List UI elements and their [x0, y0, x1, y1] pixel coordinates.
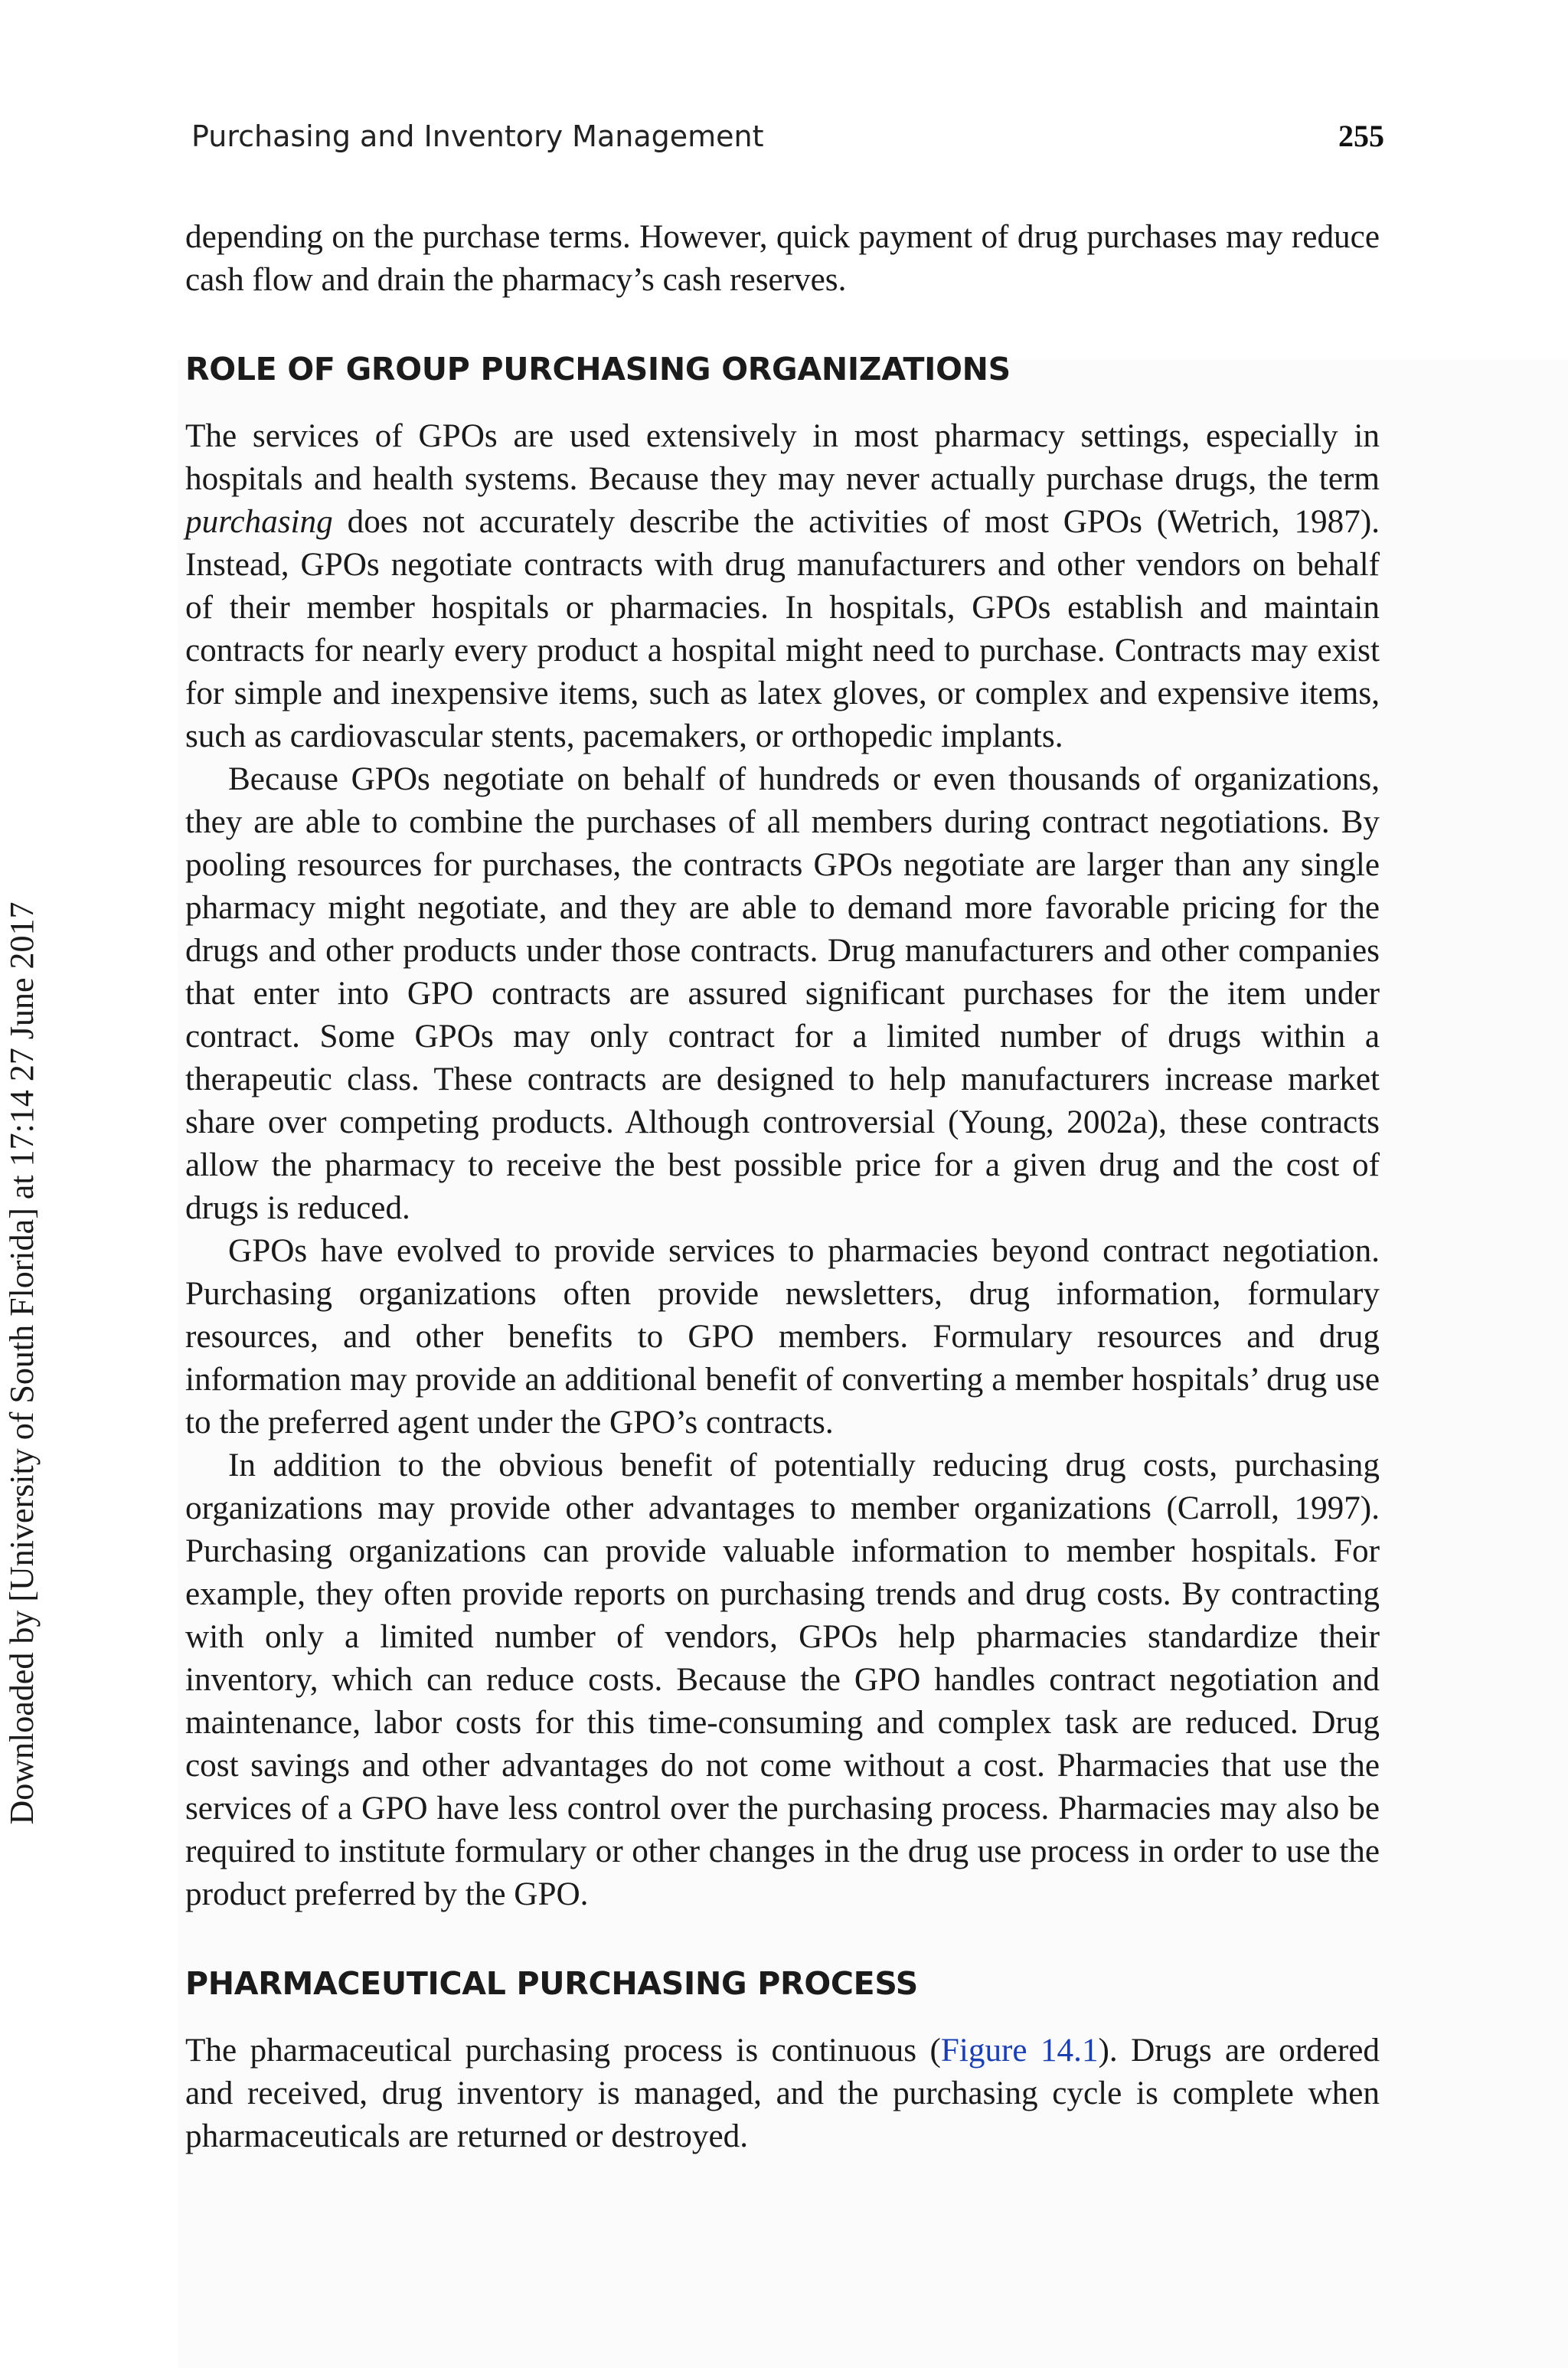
paragraph-text: does not accurately describe the activities of most GPOs (Wetrich, 1987). Instead, GPOs negotiate contracts with drug manufacturers and other vendors on behalf of their member hospitals or pharmacies. In hospitals, GPOs establish and maintain contracts for nearly every product a hospital might need to purchase. Contracts may exist for simple and inexpensive items, such as latex gloves, or complex and expensive items, such as cardiovascular stents, pacemakers, or orthopedic implants.	[185, 504, 1380, 754]
italic-term: purchasing	[185, 504, 333, 540]
page-body	[185, 216, 1380, 2158]
paragraph	[185, 415, 1380, 758]
figure-link[interactable]: Figure 14.1	[940, 2033, 1099, 2069]
paragraph	[185, 2029, 1380, 2158]
section-heading-purchasing-process: PHARMACEUTICAL PURCHASING PROCESS	[185, 1965, 918, 2002]
paragraph-text: ). Drugs are ordered and received, drug inventory is managed, and the purchasing cycle is complete when pharmaceuticals are returned or destroyed.	[185, 2033, 1380, 2154]
page-number: 255	[1338, 119, 1384, 153]
page-header	[191, 118, 1384, 154]
paragraph: Because GPOs negotiate on behalf of hundreds or even thousands of organizations, they are able to combine the purchases of all members during contract negotiations. By pooling resources for purchases, the contracts GPOs negotiate are larger than any single pharmacy might negotiate, and they are able to demand more favorable pricing for the drugs and other products under those contracts. Drug manufacturers and other companies that enter into GPO contracts are assured significant purchases for the item under contract. Some GPOs may only contract for a limited number of drugs within a therapeutic class. These contracts are designed to help manufacturers increase market share over competing products. Although controversial (Young, 2002a), these contracts allow the pharmacy to receive the best possible price for a given drug and the cost of drugs is reduced.	[185, 761, 1380, 1226]
section-heading-gpo: ROLE OF GROUP PURCHASING ORGANIZATIONS	[185, 351, 1011, 388]
paragraph-text: The services of GPOs are used extensively in most pharmacy settings, especially in hospitals and health systems. Because they may never actually purchase drugs, the term	[185, 418, 1380, 497]
paragraph-text: The pharmaceutical purchasing process is continuous (	[185, 2033, 941, 2069]
paragraph: GPOs have evolved to provide services to pharmacies beyond contract negotiation. Purchasing organizations often provide newsletters, drug information, formulary resources, and other benefits to GPO members. Formulary resources and drug information may provide an additional benefit of converting a member hospitals’ drug use to the preferred agent under the GPO’s contracts.	[185, 1233, 1380, 1441]
paragraph: In addition to the obvious benefit of potentially reducing drug costs, purchasing organizations may provide other advantages to member organizations (Carroll, 1997). Purchasing organizations can provide valuable information to member hospitals. For example, they often provide reports on purchasing trends and drug costs. By contracting with only a limited number of vendors, GPOs help pharmacies standardize their inventory, which can reduce costs. Because the GPO handles contract negotiation and maintenance, labor costs for this time-consuming and complex task are reduced. Drug cost savings and other advantages do not come without a cost. Pharmacies that use the services of a GPO have less control over the purchasing process. Pharmacies may also be required to institute formulary or other changes in the drug use process in order to use the product preferred by the GPO.	[185, 1447, 1380, 1912]
running-head: Purchasing and Inventory Management	[191, 119, 764, 153]
continued-paragraph: depending on the purchase terms. However, quick payment of drug purchases may reduce cash flow and drain the pharmacy’s cash reserves.	[185, 219, 1380, 298]
download-stamp: Downloaded by [University of South Florida] at 17:14 27 June 2017	[2, 901, 41, 1825]
